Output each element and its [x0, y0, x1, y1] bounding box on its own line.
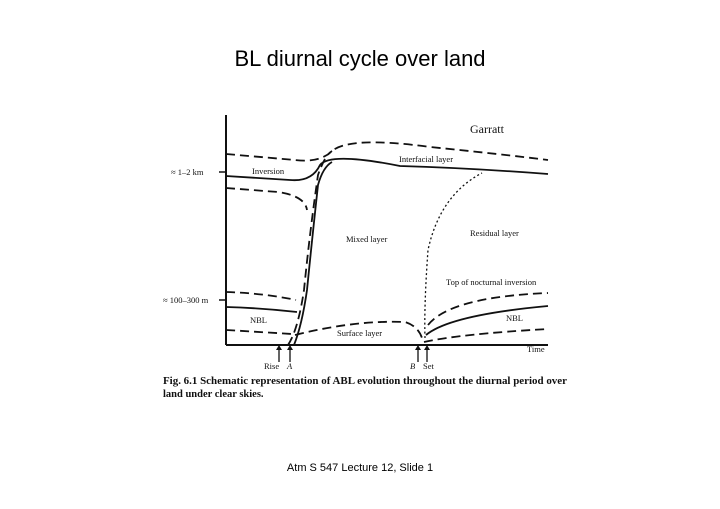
nocturnal-top-right — [428, 293, 548, 325]
set-arrow — [424, 345, 430, 362]
slide-footer: Atm S 547 Lecture 12, Slide 1 — [286, 462, 434, 474]
nbl-left-solid-line — [226, 307, 297, 312]
residual-layer-label: Residual layer — [470, 228, 519, 238]
nbl-left-dashed-line — [226, 330, 292, 334]
time-axis-label: Time — [527, 344, 545, 354]
figure-caption-line2: land under clear skies. — [163, 389, 264, 400]
attribution-label: Garratt — [470, 122, 504, 136]
nbl-right-dashed-line — [424, 329, 548, 342]
mixed-layer-rise-solid — [294, 162, 332, 345]
top-nocturnal-inversion-label: Top of nocturnal inversion — [446, 277, 537, 287]
figure-caption-line1: Fig. 6.1 Schematic representation of ABL evolution throughout the diurnal period over — [163, 376, 568, 387]
nbl-left-label: NBL — [250, 315, 267, 325]
b-arrow — [415, 345, 421, 362]
a-label: A — [287, 361, 293, 371]
interfacial-top-line — [226, 142, 548, 160]
nocturnal-top-left — [226, 292, 296, 300]
rise-arrow — [276, 345, 282, 362]
inversion-bottom-line — [226, 188, 307, 210]
slide-title: BL diurnal cycle over land — [234, 46, 486, 71]
nbl-right-label: NBL — [506, 313, 523, 323]
surface-layer-label: Surface layer — [337, 328, 383, 338]
rise-label: Rise — [264, 361, 280, 371]
b-label: B — [410, 361, 416, 371]
a-arrow — [287, 345, 293, 362]
y-label-upper: ≈ 1–2 km — [171, 167, 204, 177]
y-label-lower: ≈ 100–300 m — [163, 295, 209, 305]
interfacial-layer-label: Interfacial layer — [399, 154, 454, 164]
residual-layer-dotted-line — [425, 173, 482, 338]
set-label: Set — [423, 361, 434, 371]
mixed-layer-label: Mixed layer — [346, 234, 388, 244]
inversion-label: Inversion — [252, 166, 285, 176]
